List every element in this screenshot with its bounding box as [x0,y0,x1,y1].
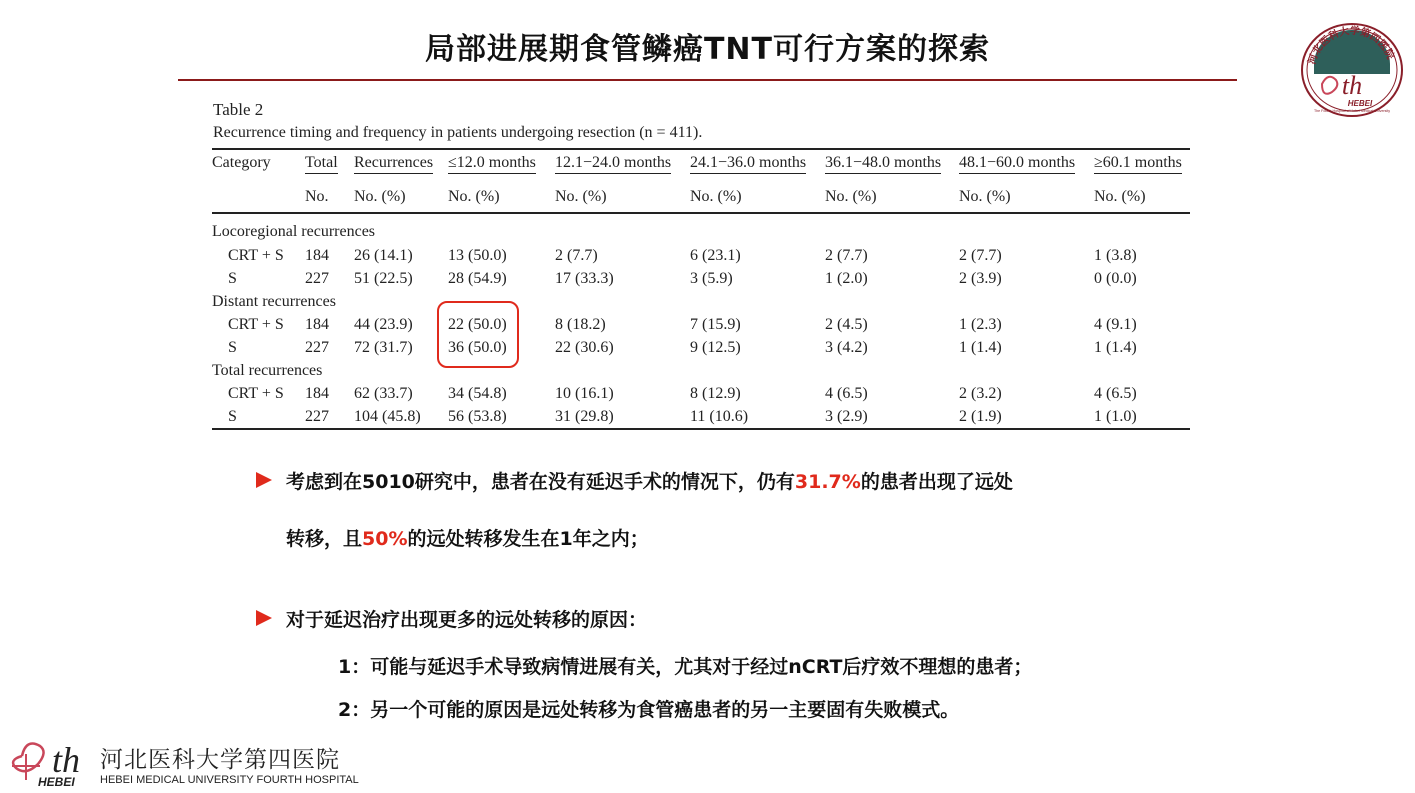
highlight-percent-50: 50% [362,528,408,550]
seal-inner-text: The Fourth Hospital of Hebei Medical University [1313,109,1391,113]
header-cell: 48.1−60.0 months [959,149,1094,182]
group-label: Total recurrences [212,361,323,379]
subheader-cell: No. (%) [555,182,690,213]
seal-arc-text: 河北医科大学第四医院 [1306,25,1396,66]
table-cell: 2 (7.7) [959,246,1002,264]
subheader-cell: No. (%) [448,182,555,213]
subheader-cell: No. (%) [1094,182,1190,213]
table-cell: 1 (1.4) [959,338,1002,356]
table-cell: 184 [305,315,329,333]
header-cell: ≥60.1 months [1094,149,1190,182]
slide-title: 局部进展期食管鳞癌TNT可行方案的探索 [424,32,991,67]
table-cell: 3 (4.2) [825,338,868,356]
hospital-name-en: HEBEI MEDICAL UNIVERSITY FOURTH HOSPITAL [100,774,359,786]
table-cell: 2 (7.7) [825,246,868,264]
table-cell: 2 (7.7) [555,246,598,264]
table-cell: 62 (33.7) [354,384,413,402]
table-row [212,313,1190,336]
bullet-1-line-2: 转移，且50%的远处转移发生在1年之内； [286,528,649,550]
header-cell: 12.1−24.0 months [555,149,690,182]
table-header-row [212,149,1190,182]
bullet-arrow-icon [256,610,272,626]
hospital-logo [8,728,98,790]
title-divider [178,79,1237,81]
table-row [212,267,1190,290]
table-cell: 44 (23.9) [354,315,413,333]
table-cell: 1 (1.0) [1094,405,1190,429]
table-cell: 2 (4.5) [825,315,868,333]
table-cell: 2 (1.9) [959,405,1094,429]
group-label: Distant recurrences [212,292,336,310]
table-cell: 4 (9.1) [1094,315,1137,333]
table-cell: 3 (5.9) [690,269,733,287]
logo-hebei-text: HEBEI [38,775,75,789]
table-cell: 17 (33.3) [555,269,614,287]
table-cell: 104 (45.8) [354,405,448,429]
table-cell: S [228,338,237,356]
table-row [212,405,1190,429]
header-cell: Total [305,149,354,182]
table-subheader-row [212,182,1190,213]
header-cell: Category [212,149,305,182]
logo-mark: th [52,740,81,780]
header-cell: Recurrences [354,149,448,182]
table-cell: S [212,405,305,429]
table-cell: 227 [305,338,329,356]
table-cell: CRT + S [228,315,284,333]
table-cell: 28 (54.9) [448,269,507,287]
table-cell: 8 (18.2) [555,315,606,333]
table-cell: CRT + S [228,384,284,402]
bullet-1-line-1: 考虑到在5010研究中，患者在没有延迟手术的情况下，仍有31.7%的患者出现了远处 [286,471,1013,493]
table-cell: CRT + S [228,246,284,264]
table-cell: 2 (3.9) [959,269,1002,287]
logo-heart-icon [13,744,43,772]
recurrence-table [212,148,1190,430]
table-cell: 7 (15.9) [690,315,741,333]
table-cell: 72 (31.7) [354,338,413,356]
bullet-2-item-1: 1：可能与延迟手术导致病情进展有关，尤其对于经过nCRT后疗效不理想的患者； [338,656,1033,678]
table-cell: 10 (16.1) [555,384,614,402]
highlight-percent-31-7: 31.7% [794,471,861,493]
table-cell: 2 (3.2) [959,384,1002,402]
hospital-name-cn: 河北医科大学第四医院 [100,747,340,773]
table-row [212,244,1190,267]
table-cell: 11 (10.6) [690,405,825,429]
table-cell: 1 (2.3) [959,315,1002,333]
table-cell: 0 (0.0) [1094,269,1137,287]
table-cell: 31 (29.8) [555,405,690,429]
seal-mark: th [1341,71,1363,100]
table-cell: 227 [305,269,329,287]
bullet-2-heading: 对于延迟治疗出现更多的远处转移的原因： [286,609,648,631]
table-cell: S [228,269,237,287]
table-cell: 56 (53.8) [448,405,555,429]
table-cell: 26 (14.1) [354,246,413,264]
table-cell: 1 (1.4) [1094,338,1137,356]
subheader-cell: No. (%) [690,182,825,213]
highlight-box-distant-within-12-months [437,301,519,368]
table-cell: 227 [305,405,354,429]
table-cell: 9 (12.5) [690,338,741,356]
table-cell: 3 (2.9) [825,405,959,429]
header-cell: 24.1−36.0 months [690,149,825,182]
group-label: Locoregional recurrences [212,223,376,240]
table-cell: 1 (2.0) [825,269,868,287]
table-cell: 4 (6.5) [1094,384,1137,402]
table-row [212,336,1190,359]
table-caption-number: Table 2 [213,100,264,119]
table-group-row [212,213,1190,244]
table-row [212,382,1190,405]
table-group-row [212,290,1190,313]
bullet-arrow-icon [256,472,272,488]
table-cell: 6 (23.1) [690,246,741,264]
table-cell: 22 (50.0) [448,315,507,333]
header-cell: ≤12.0 months [448,149,555,182]
table-cell: 184 [305,246,329,264]
table-cell: 51 (22.5) [354,269,413,287]
table-cell: 34 (54.8) [448,384,507,402]
table-cell: 1 (3.8) [1094,246,1137,264]
bullet-2-item-2: 2：另一个可能的原因是远处转移为食管癌患者的另一主要固有失败模式。 [338,699,960,721]
subheader-cell [212,182,305,213]
header-cell: 36.1−48.0 months [825,149,959,182]
hospital-seal-logo [1300,22,1404,118]
subheader-cell: No. (%) [354,182,448,213]
table-caption-title: Recurrence timing and frequency in patients undergoing resection (n = 411). [213,124,703,141]
table-cell: 22 (30.6) [555,338,614,356]
seal-hebei-text: HEBEI [1347,99,1373,108]
table-cell: 36 (50.0) [448,338,507,356]
table-cell: 4 (6.5) [825,384,868,402]
subheader-cell: No. (%) [959,182,1094,213]
subheader-cell: No. (%) [825,182,959,213]
table-cell: 184 [305,384,329,402]
subheader-cell: No. [305,182,354,213]
table-group-row [212,359,1190,382]
table-cell: 13 (50.0) [448,246,507,264]
table-cell: 8 (12.9) [690,384,741,402]
